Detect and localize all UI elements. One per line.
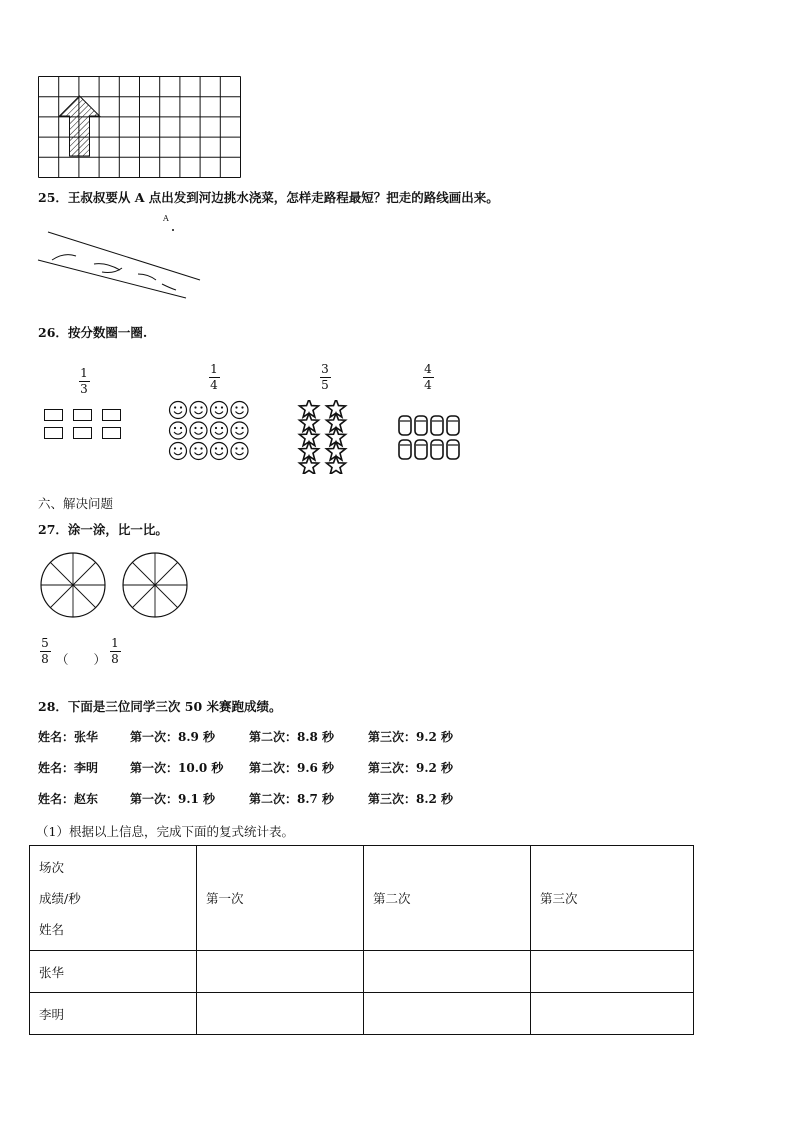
fraction-one-fourth xyxy=(207,363,221,392)
fraction-denominator: 8 xyxy=(41,652,49,666)
cylinder-icon xyxy=(415,440,427,459)
smiley-icon xyxy=(170,443,187,460)
smiley-icon xyxy=(190,402,207,419)
stars-group xyxy=(296,400,352,474)
smiley-icon xyxy=(231,443,248,460)
cylinder-icon xyxy=(447,440,459,459)
fraction-denominator: 3 xyxy=(80,382,88,396)
star-icon xyxy=(326,456,345,474)
row-label-zhanghua: 张华 xyxy=(30,951,197,993)
table-cell[interactable] xyxy=(197,951,364,993)
smiley-icon xyxy=(190,422,207,439)
corner-label-session: 场次 xyxy=(39,859,65,875)
circle-eighths-icon xyxy=(41,553,105,617)
table-cell[interactable] xyxy=(531,993,694,1035)
smiley-icon xyxy=(170,422,187,439)
fraction-numerator: 5 xyxy=(41,636,49,650)
table-cell[interactable] xyxy=(531,951,694,993)
question-25-text: 25．王叔叔要从 A 点出发到河边挑水浇菜，怎样走路程最短？把走的路线画出来。 xyxy=(38,190,499,205)
fraction-denominator: 8 xyxy=(111,652,119,666)
sub-question-1-text: （1）根据以上信息，完成下面的复式统计表。 xyxy=(36,824,294,839)
fraction-numerator: 4 xyxy=(424,362,432,376)
record-first: 第一次：9.1 秒 xyxy=(130,792,216,806)
smiley-icon xyxy=(211,443,228,460)
record-name: 姓名：张华 xyxy=(38,730,99,744)
question-28-text: 28．下面是三位同学三次 50 米赛跑成绩。 xyxy=(38,699,282,714)
fraction-three-fifths xyxy=(318,363,332,392)
record-name: 姓名：赵东 xyxy=(38,792,99,806)
record-third: 第三次：9.2 秒 xyxy=(368,761,454,775)
row-label-liming: 李明 xyxy=(30,993,197,1035)
table-cell[interactable] xyxy=(364,951,531,993)
record-first: 第一次：10.0 秒 xyxy=(130,761,224,775)
smiley-icon xyxy=(231,402,248,419)
fraction-denominator: 5 xyxy=(321,378,329,392)
circle-eighths-icon xyxy=(123,553,187,617)
table-corner-cell xyxy=(30,846,197,951)
fraction-one-third xyxy=(77,367,91,396)
fraction-numerator: 3 xyxy=(321,362,329,376)
arrow-grid-figure xyxy=(38,76,244,180)
column-header-third: 第三次 xyxy=(531,846,694,951)
cylinder-icon xyxy=(431,440,443,459)
smiley-icon xyxy=(211,402,228,419)
column-header-first: 第一次 xyxy=(197,846,364,951)
smiley-icon xyxy=(190,443,207,460)
record-third: 第三次：9.2 秒 xyxy=(368,730,454,744)
record-second: 第二次：8.8 秒 xyxy=(249,730,335,744)
cylinder-icon xyxy=(415,416,427,435)
fraction-numerator: 1 xyxy=(210,362,218,376)
point-a-label: A xyxy=(163,214,169,223)
section-6-title: 六、解决问题 xyxy=(38,496,114,511)
arrow-shape xyxy=(60,96,100,156)
cylinder-icon xyxy=(447,416,459,435)
question-27-text: 27．涂一涂，比一比。 xyxy=(38,522,168,537)
smileys-group xyxy=(168,400,254,462)
fraction-five-eighths xyxy=(38,637,52,666)
record-first: 第一次：8.9 秒 xyxy=(130,730,216,744)
star-icon xyxy=(299,456,318,474)
fraction-denominator: 4 xyxy=(424,378,432,392)
cylinder-icon xyxy=(431,416,443,435)
record-second: 第二次：9.6 秒 xyxy=(249,761,335,775)
corner-label-name: 姓名 xyxy=(39,921,65,937)
smiley-icon xyxy=(170,402,187,419)
cylinder-icon xyxy=(399,440,411,459)
fraction-denominator: 4 xyxy=(210,378,218,392)
smiley-icon xyxy=(231,422,248,439)
circles-figure xyxy=(40,550,200,620)
record-third: 第三次：8.2 秒 xyxy=(368,792,454,806)
statistics-table xyxy=(29,845,694,1035)
fraction-numerator: 1 xyxy=(111,636,119,650)
question-26-text: 26．按分数圈一圈. xyxy=(38,325,148,340)
fraction-four-fourths xyxy=(421,363,435,392)
table-cell[interactable] xyxy=(197,993,364,1035)
cylinders-group xyxy=(397,414,463,464)
smiley-icon xyxy=(211,422,228,439)
corner-label-score: 成绩/秒 xyxy=(39,890,81,906)
fraction-one-eighth xyxy=(108,637,122,666)
river-figure xyxy=(36,228,204,302)
table-cell[interactable] xyxy=(364,993,531,1035)
record-name: 姓名：李明 xyxy=(38,761,99,775)
rectangles-group xyxy=(44,409,124,441)
cylinder-icon xyxy=(399,416,411,435)
column-header-second: 第二次 xyxy=(364,846,531,951)
fraction-numerator: 1 xyxy=(80,366,88,380)
record-second: 第二次：8.7 秒 xyxy=(249,792,335,806)
comparison-blank[interactable]: （ ） xyxy=(56,652,107,667)
